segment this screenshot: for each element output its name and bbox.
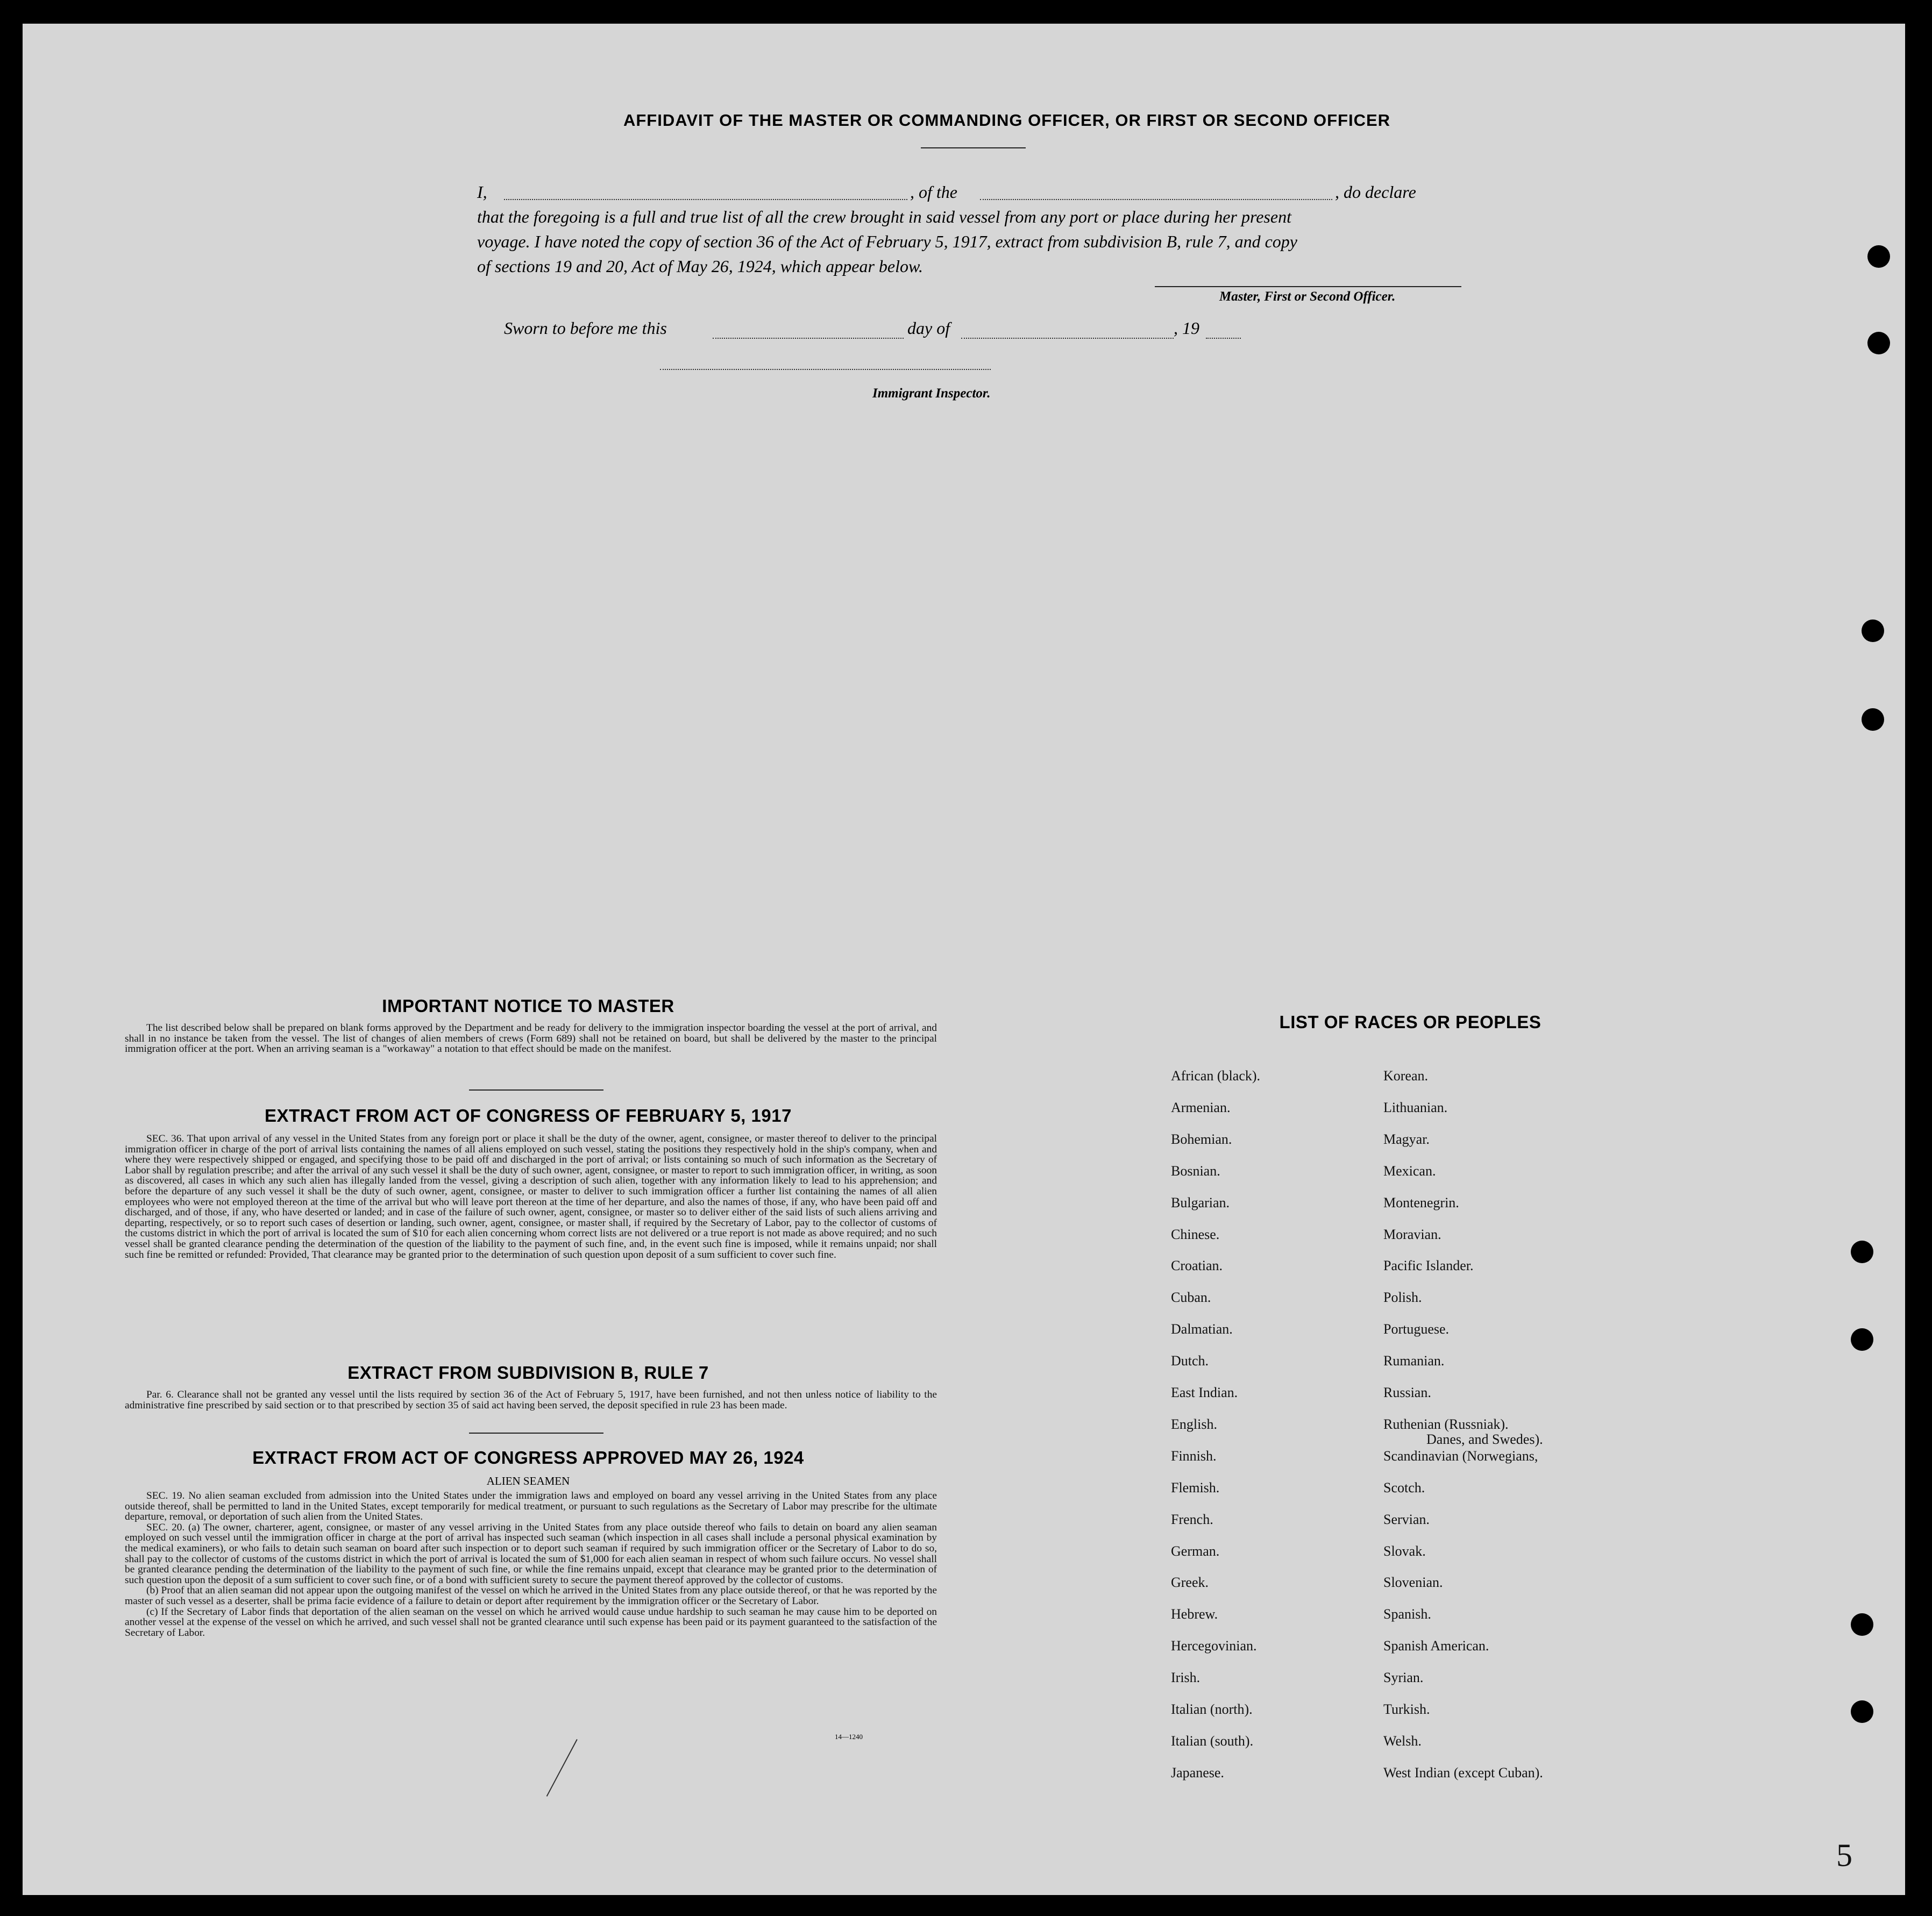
signature-caption: Master, First or Second Officer. <box>1219 289 1396 304</box>
affidavit-line-4: of sections 19 and 20, Act of May 26, 1924, which appear below. <box>477 257 923 276</box>
extract-1924-title: EXTRACT FROM ACT OF CONGRESS APPROVED MAY 26, 1924 <box>252 1448 804 1468</box>
affidavit-line-3: voyage. I have noted the copy of section 36 of the Act of February 5, 1917, extract from subdivision B, rule 7, and copy <box>477 232 1297 251</box>
race-item: East Indian. <box>1171 1385 1238 1400</box>
race-item: Croatian. <box>1171 1258 1223 1274</box>
race-item: Chinese. <box>1171 1226 1220 1242</box>
signature-line[interactable] <box>1155 286 1461 287</box>
notice-paragraph: The list described below shall be prepared on blank forms approved by the Department and be ready for delivery to the immigration inspector boarding the vessel at the port of arrival, and shall in no instance be taken from the vessel. The list of changes of alien members of crews (Form 689) shall not be retained on board, but shall be delivered by the master to the principal immigration officer at the port. When an arriving seaman is a "workaway" a notation to that effect should be made on the manifest. <box>125 1022 937 1055</box>
manifest-sheet <box>23 24 1905 1895</box>
race-item: Dalmatian. <box>1171 1321 1233 1337</box>
sworn-month-field[interactable] <box>961 338 1174 339</box>
race-item: Flemish. <box>1171 1479 1220 1495</box>
race-item: Turkish. <box>1383 1701 1430 1717</box>
punch-hole <box>1862 708 1884 731</box>
extract-1917-body <box>125 1134 937 1260</box>
race-item: Montenegrin. <box>1383 1194 1459 1210</box>
punch-hole <box>1851 1700 1873 1723</box>
race-item: Portuguese. <box>1383 1321 1450 1337</box>
race-item: Finnish. <box>1171 1448 1217 1464</box>
punch-hole <box>1851 1241 1873 1263</box>
race-item: Hercegovinian. <box>1171 1638 1257 1654</box>
affidavit-line-1 <box>477 180 1521 204</box>
race-item: Moravian. <box>1383 1226 1441 1242</box>
race-item: Mexican. <box>1383 1163 1436 1179</box>
race-item: Magyar. <box>1383 1131 1430 1147</box>
race-item: Hebrew. <box>1171 1606 1218 1622</box>
affidavit-i: I, <box>477 182 487 202</box>
race-item: Russian. <box>1383 1385 1431 1400</box>
race-item: German. <box>1171 1543 1220 1559</box>
section-20a-text: SEC. 20. (a) The owner, charterer, agent, consignee, or master of any vessel arriving in the United States from any place outside thereof who fails to detain on board any alien seaman employed on such vessel until the immigration officer in charge at the port of arrival has inspected such seaman (which inspection in all cases shall include a personal physical examination by the medical examiners), or who fails to detain such seaman on board after such inspection or to deport such seaman if required by such immigration officer or the Secretary of Labor to do so, shall pay to the collector of customs of the customs district in which the port of arrival is located the sum of $1,000 for each alien seaman in respect of whom such failure occurs. No vessel shall be granted clearance pending the determination of the liability to the payment of such fine, or while the fine remains unpaid, except that clearance may be granted prior to the determination of such question upon the deposit of a sum sufficient to cover such fine, or of a bond with sufficient surety to secure the payment thereof approved by the collector of customs. <box>125 1521 937 1586</box>
punch-hole <box>1867 245 1890 268</box>
section-divider <box>469 1433 603 1434</box>
race-item: Welsh. <box>1383 1733 1422 1749</box>
race-item: African (black). <box>1171 1068 1261 1084</box>
race-item: French. <box>1171 1511 1213 1527</box>
race-item: Bosnian. <box>1171 1163 1220 1179</box>
sworn-prefix: Sworn to before me this <box>504 318 667 338</box>
section-divider <box>469 1089 603 1091</box>
section-20b-text: (b) Proof that an alien seaman did not appear upon the outgoing manifest of the vessel on which he arrived in the United States from any place outside thereof, or that he was reported by the master of such vessel as a deserter, shall be prima facie evidence of a failure to detain or deport after requirement by the immigration officer or the Secretary of Labor. <box>125 1585 937 1607</box>
race-item: English. <box>1171 1416 1217 1432</box>
race-item: Rumanian. <box>1383 1353 1445 1369</box>
race-item: Scandinavian (Norwegians, <box>1383 1448 1538 1464</box>
affidavit-body <box>477 180 1521 279</box>
affidavit-of-the: , of the <box>910 182 957 202</box>
extract-rule7-body <box>125 1390 937 1411</box>
extract-1924-body <box>125 1491 937 1638</box>
race-item: Irish. <box>1171 1670 1201 1686</box>
sworn-line <box>504 318 1311 343</box>
race-item: Italian (south). <box>1171 1733 1254 1749</box>
sworn-day-field[interactable] <box>713 338 904 339</box>
affidavit-line-2: that the foregoing is a full and true list of all the crew brought in said vessel from any port or place during her present <box>477 207 1291 226</box>
race-item: Japanese. <box>1171 1764 1224 1780</box>
race-item: Bohemian. <box>1171 1131 1232 1147</box>
race-item: Dutch. <box>1171 1353 1209 1369</box>
punch-hole <box>1867 332 1890 354</box>
race-item: Cuban. <box>1171 1290 1211 1306</box>
section-19-text: SEC. 19. No alien seaman excluded from admission into the United States under the immigration laws and employed on board any vessel arriving in the United States from any place outside thereof, shall be permitted to land in the United States, except temporarily for medical treatment, or pursuant to such regulations as the Secretary of Labor may prescribe for the ultimate departure, removal, or deportation of such alien from the United States. <box>125 1490 937 1523</box>
sworn-year-prefix: , 19 <box>1174 318 1199 338</box>
race-item: Armenian. <box>1171 1099 1231 1115</box>
punch-hole <box>1851 1613 1873 1636</box>
vessel-name-field[interactable] <box>980 199 1332 200</box>
race-item: Bulgarian. <box>1171 1194 1230 1210</box>
race-item: Syrian. <box>1383 1670 1424 1686</box>
margin-note: 5 <box>1836 1837 1852 1873</box>
rule7-paragraph: Par. 6. Clearance shall not be granted any vessel until the lists required by section 36 of the Act of February 5, 1917, have been furnished, and not then unless notice of liability to the administrative fine prescribed by said section or to that prescribed by section 35 of said act having been served, the deposit specified in rule 23 has been made. <box>125 1389 937 1411</box>
sworn-year-field[interactable] <box>1206 338 1241 339</box>
section-20c-text: (c) If the Secretary of Labor finds that deportation of the alien seaman on the vessel on which he arrived would cause undue hardship to such seaman he may cause him to be deported on another vessel at the expense of the vessel on which he arrived, and such vessel shall not be granted clearance until such expense has been paid or its payment guaranteed to the satisfaction of the Secretary of Labor. <box>125 1606 937 1639</box>
notice-title: IMPORTANT NOTICE TO MASTER <box>382 996 674 1016</box>
form-number: 14—1240 <box>835 1733 863 1741</box>
alien-seamen-subtitle: ALIEN SEAMEN <box>486 1475 570 1487</box>
race-item: Greek. <box>1171 1575 1209 1591</box>
race-item: Scotch. <box>1383 1479 1425 1495</box>
inspector-caption: Immigrant Inspector. <box>872 386 991 401</box>
affidavit-title: AFFIDAVIT OF THE MASTER OR COMMANDING OFFICER, OR FIRST OR SECOND OFFICER <box>623 111 1391 130</box>
extract-1917-title: EXTRACT FROM ACT OF CONGRESS OF FEBRUARY 5, 1917 <box>265 1106 792 1126</box>
title-underline <box>921 147 1026 148</box>
race-item: Servian. <box>1383 1511 1430 1527</box>
race-item: Pacific Islander. <box>1383 1258 1474 1274</box>
race-item: Spanish. <box>1383 1606 1431 1622</box>
extract-rule7-title: EXTRACT FROM SUBDIVISION B, RULE 7 <box>347 1363 709 1383</box>
races-title: LIST OF RACES OR PEOPLES <box>1279 1012 1542 1032</box>
race-item: Ruthenian (Russniak). <box>1383 1416 1509 1432</box>
race-item: Italian (north). <box>1171 1701 1253 1717</box>
race-item: Slovak. <box>1383 1543 1426 1559</box>
race-item: Lithuanian. <box>1383 1099 1448 1115</box>
notice-body <box>125 1023 937 1055</box>
affidavit-declare: , do declare <box>1335 182 1416 202</box>
master-name-field[interactable] <box>504 199 907 200</box>
inspector-signature-line[interactable] <box>660 369 991 370</box>
race-item: Slovenian. <box>1383 1575 1443 1591</box>
race-item: Korean. <box>1383 1068 1429 1084</box>
section-36-text: SEC. 36. That upon arrival of any vessel in the United States from any foreign port or place it shall be the duty of the owner, agent, consignee, or master thereof to deliver to the principal immigration officer in charge of the port of arrival lists containing the names of all aliens employed on such vessel, stating the positions they respectively hold in the ship's company, when and where they were respectively shipped or engaged, and specifying those to be paid off and discharged in the port of arrival; or lists containing so much of such information as the Secretary of Labor shall by regulation prescribe; and after the arrival of any such vessel it shall be the duty of such owner, agent, consignee, or master to report to such immigration officer, in writing, as soon as discovered, all cases in which any such alien has illegally landed from the vessel, giving a description of such alien, together with any information likely to lead to his apprehension; and before the departure of any such vessel it shall be the duty of such owner, agent, consignee, or master to deliver to such immigration officer a further list containing the names of all alien employees who were not employed thereon at the time of the arrival but who will leave port thereon at the time of her departure, and also the names of those, if any, who have been paid off and discharged, and of those, if any, who have deserted or landed; and in case of the failure of such owner, agent, consignee, or master so to deliver either of the said lists of such aliens arriving and departing, respectively, or so to report such cases of desertion or landing, such owner, agent, consignee, or master shall, if required by the Secretary of Labor, pay to the collector of customs of the customs district in which the port of arrival is located the sum of $10 for each alien concerning whom correct lists are not delivered or a true report is not made as above required; and no such vessel shall be granted clearance pending the determination of the question of the liability to the payment of such fine, and, in the event such fine is imposed, while it remains unpaid; nor shall such fine be remitted or refunded: Provided, That clearance may be granted prior to the determination of such question upon deposit of a sum sufficient to cover such fine. <box>125 1133 937 1260</box>
pen-stroke <box>546 1739 578 1797</box>
punch-hole <box>1862 619 1884 642</box>
race-item-continuation: Danes, and Swedes). <box>1426 1431 1543 1447</box>
race-item: West Indian (except Cuban). <box>1383 1764 1543 1780</box>
sworn-day-of: day of <box>907 318 950 338</box>
punch-hole <box>1851 1328 1873 1351</box>
race-item: Polish. <box>1383 1290 1422 1306</box>
race-item: Spanish American. <box>1383 1638 1489 1654</box>
